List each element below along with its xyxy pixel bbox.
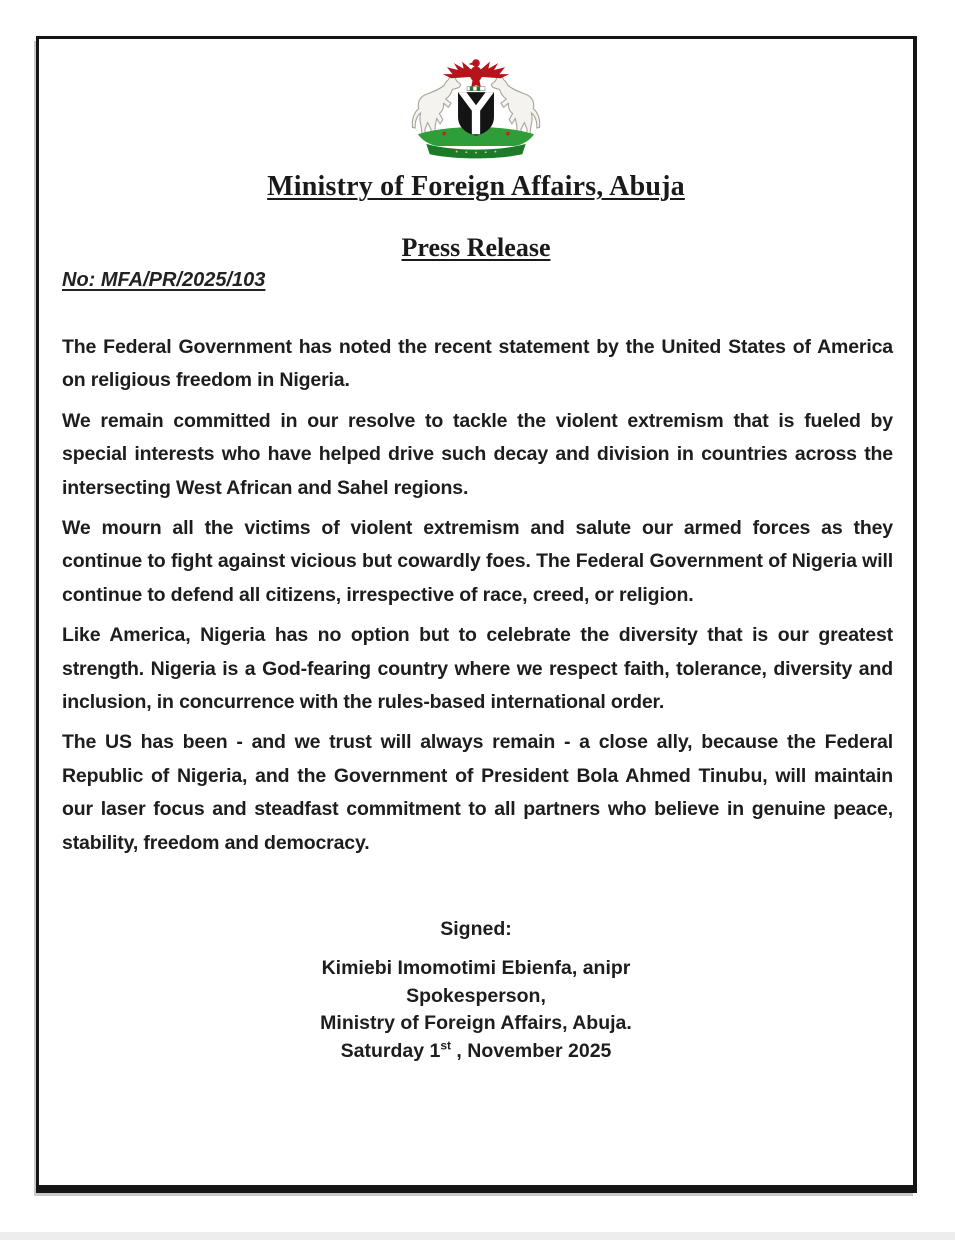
shield: [458, 92, 494, 136]
signed-label: Signed:: [440, 918, 512, 941]
paragraph-2: We remain committed in our resolve to tackle the violent extremism that is fueled by special interests who have helped drive such decay and division in countries across the intersecting West African and Sahel regions.: [62, 409, 893, 499]
press-release-body: [62, 331, 893, 860]
nigeria-coat-of-arms-icon: [400, 56, 552, 160]
screenshot-bottom-strip: [0, 1232, 955, 1240]
spokesperson-name: Kimiebi Imomotimi Ebienfa, anipr: [321, 957, 631, 980]
left-horse-supporter: [412, 76, 460, 136]
paragraph-5: The US has been - and we trust will always remain - a close ally, because the Federal Republic of Nigeria, and the Government of President Bola Ahmed Tinubu, will maintain our laser focus and steadfast commitment to all partners who believe in genuine peace, stability, freedom and democracy.: [62, 731, 893, 854]
signature-date: [39, 1038, 913, 1066]
document-header: [39, 39, 913, 293]
document-type-title: Press Release: [401, 233, 551, 262]
ministry-title: Ministry of Foreign Affairs, Abuja: [267, 171, 685, 202]
date-suffix: , November 2025: [450, 1039, 612, 1062]
paragraph-3: We mourn all the victims of violent extremism and salute our armed forces as they continue to fight against vicious but cowardly foes. The Federal Government of Nigeria will continue to defend all citizens, irrespective of race, creed, or religion.: [62, 517, 893, 606]
date-ordinal-superscript: st: [440, 1038, 451, 1053]
torse-wreath: [467, 87, 485, 91]
paragraph-1: The Federal Government has noted the recent statement by the United States of America on religious freedom in Nigeria.: [62, 336, 893, 392]
date-prefix: Saturday 1: [340, 1039, 441, 1062]
right-horse-supporter: [491, 76, 539, 136]
signature-block: [39, 916, 913, 1065]
signature-organization: Ministry of Foreign Affairs, Abuja.: [320, 1012, 632, 1035]
document-border-frame: [36, 36, 917, 1193]
motto-banner: [426, 144, 525, 159]
reference-number: No: MFA/PR/2025/103: [62, 269, 266, 291]
spokesperson-role: Spokesperson,: [406, 984, 546, 1007]
paragraph-4: Like America, Nigeria has no option but to celebrate the diversity that is our greatest strength. Nigeria is a God-fearing country where we respect faith, tolerance, diversity and inclusion, in concurrence with the rules-based international order.: [62, 624, 893, 714]
